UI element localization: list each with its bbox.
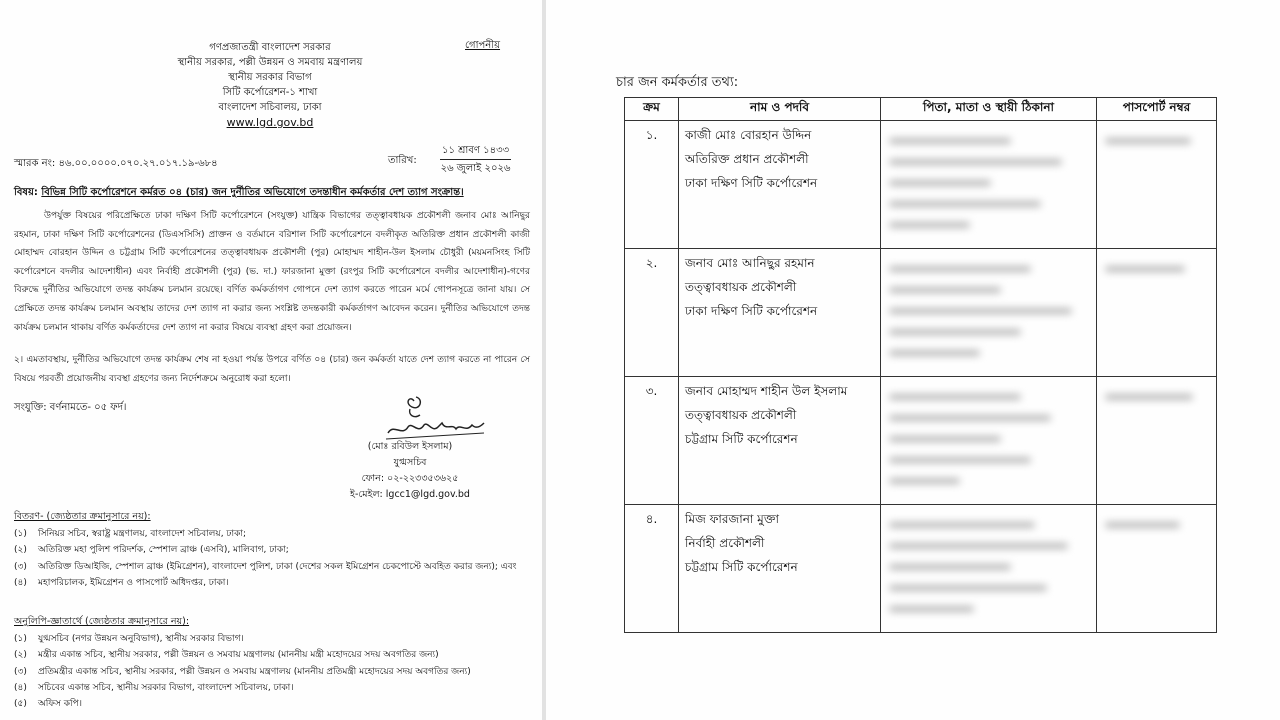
- annex-page: [546, 0, 1280, 720]
- list-item: (৪) মহাপরিচালক, ইমিগ্রেশন ও পাসপোর্ট অধিদপ্তর, ঢাকা।: [14, 577, 229, 588]
- officer-name: কাজী মোঃ বোরহান উদ্দিন: [685, 128, 812, 142]
- redacted-address-cell: [881, 249, 1097, 377]
- subject-label: বিষয়:: [14, 187, 38, 198]
- signature-image: [380, 393, 490, 445]
- redacted-passport-cell: [1097, 121, 1217, 249]
- distribution-heading: বিতরণ- (জ্যেষ্ঠতার ক্রমানুসারে নয়):: [14, 511, 151, 522]
- officer-designation: অতিরিক্ত প্রধান প্রকৌশলী: [685, 152, 809, 166]
- list-item: (১) সিনিয়র সচিব, স্বরাষ্ট্র মন্ত্রণালয়, বাংলাদেশ সচিবালয়, ঢাকা;: [14, 529, 247, 539]
- table-row: [625, 377, 1217, 505]
- column-header-serial: ক্রম: [625, 98, 679, 121]
- name-cell: [679, 121, 881, 249]
- redacted-passport-cell: [1097, 377, 1217, 505]
- serial-cell: ৪.: [625, 505, 679, 633]
- letter-page: [0, 0, 542, 720]
- header-line: বাংলাদেশ সচিবালয়, ঢাকা: [218, 102, 322, 113]
- officer-name: জনাব মোহাম্মদ শাহীন উল ইসলাম: [685, 384, 848, 398]
- signer-phone: ফোন: ০২-২২৩৩৫৩৬২৫: [361, 473, 459, 484]
- officer-organization: ঢাকা দক্ষিণ সিটি কর্পোরেশন: [685, 304, 818, 318]
- table-row: [625, 505, 1217, 633]
- table-row: [625, 249, 1217, 377]
- list-item: (১) যুগ্মসচিব (নগর উন্নয়ন অনুবিভাগ), স্থানীয় সরকার বিভাগ।: [14, 634, 244, 644]
- officer-designation: তত্ত্বাবধায়ক প্রকৌশলী: [685, 408, 797, 422]
- body-paragraph-1: উপর্যুক্ত বিষয়ের পরিপ্রেক্ষিতে ঢাকা দক্ষিণ সিটি কর্পোরেশনে (সংযুক্ত) যান্ত্রিক বিভাগের তত্ত্বাবধায়ক প্রকৌশলী জনাব মোঃ আনিছুর রহমান, ঢাকা দক্ষিণ সিটি কর্পোরেশনের (ডিএসসিসি) প্রাক্তন ও বর্তমানে বরিশাল সিটি কর্পোরেশনে বদলীকৃত অতিরিক্ত প্রধান প্রকৌশলী কাজী মোহাম্মদ বোরহান উদ্দিন ও চট্টগ্রাম সিটি কর্পোরেশনের তত্ত্বাবধায়ক প্রকৌশলী (পুর) মোহাম্মদ শাহীন-উল ইসলাম চৌধুরী (ময়মনসিংহ সিটি কর্পোরেশনে বদলীর আদেশাধীন) এবং নির্বাহী প্রকৌশলী (পুর) (ভ. দা.) ফারজানা মুক্তা (রংপুর সিটি কর্পোরেশনে বদলীর আদেশাধীন)-গণের বিরুদ্ধে দুর্নীতির অভিযোগে তদন্ত কার্যক্রম চলমান রয়েছে। বর্ণিত কর্মকর্তাগণ গোপনে দেশ ত্যাগ করতে পারেন মর্মে গোপনসূত্রে জানা যায়। সে প্রেক্ষিতে তদন্ত কার্যক্রম চলমান অবস্থায় তাদের দেশ ত্যাগ না করার জন্য সংশ্লিষ্ট তদন্তকারী কর্মকর্তাগণ আবেদন করেন। দুর্নীতির অভিযোগে তদন্ত কার্যক্রম চলমান থাকায় বর্ণিত কর্মকর্তাদের দেশ ত্যাগ না করার বিষয়ে ব্যবস্থা গ্রহণ করা প্রয়োজন।: [14, 211, 530, 333]
- date-english: ২৬ জুলাই ২০২৬: [440, 163, 511, 174]
- signer-email[interactable]: ই-মেইল: lgcc1@lgd.gov.bd: [350, 489, 470, 500]
- secret-label: গোপনীয়: [465, 40, 501, 51]
- distribution-list: [14, 526, 534, 591]
- subject-text: বিভিন্ন সিটি কর্পোরেশনে কর্মরত ০৪ (চার) জন দুর্নীতির অভিযোগে তদন্তাধীন কর্মকর্তার দেশ ত্যাগ সংক্রান্ত।: [41, 187, 464, 198]
- column-header-passport: পাসপোর্ট নম্বর: [1097, 98, 1217, 121]
- body-paragraph-2: ২। এমতাবস্থায়, দুর্নীতির অভিযোগে তদন্ত কার্যক্রম শেষ না হওয়া পর্যন্ত উপরে বর্ণিত ০৪ (চার) জন কর্মকর্তা যাতে দেশ ত্যাগ করতে না পারেন সে বিষয়ে পরবর্তী প্রয়োজনীয় ব্যবস্থা গ্রহণের জন্য নির্দেশক্রমে অনুরোধ করা হলো।: [14, 355, 530, 384]
- officer-designation: নির্বাহী প্রকৌশলী: [685, 536, 765, 550]
- list-item: (৩) প্রতিমন্ত্রীর একান্ত সচিব, স্থানীয় সরকার, পল্লী উন্নয়ন ও সমবায় মন্ত্রণালয় (মাননীয় প্রতিমন্ত্রী মহোদয়ের সদয় অবগতির জন্য): [14, 666, 471, 677]
- list-item: (৫) অফিস কপি।: [14, 699, 82, 710]
- officer-designation: তত্ত্বাবধায়ক প্রকৌশলী: [685, 280, 797, 294]
- officer-organization: চট্টগ্রাম সিটি কর্পোরেশন: [685, 560, 798, 574]
- table-header-row: [625, 98, 1217, 121]
- attachment-note: সংযুক্তি: বর্ণনামতে- ০৫ ফর্দ।: [14, 402, 127, 413]
- list-item: (৪) সচিবের একান্ত সচিব, স্থানীয় সরকার বিভাগ, বাংলাদেশ সচিবালয়, ঢাকা।: [14, 682, 294, 693]
- table-row: [625, 121, 1217, 249]
- redacted-address-cell: [881, 505, 1097, 633]
- memo-number: স্মারক নং: ৪৬.০০.০০০০.০৭০.২৭.০১৭.১৯-৬৮৪: [14, 158, 218, 169]
- column-header-name: নাম ও পদবি: [679, 98, 881, 121]
- redacted-address-cell: [881, 377, 1097, 505]
- header-line: স্থানীয় সরকার বিভাগ: [228, 72, 312, 83]
- letter-date: [440, 142, 511, 177]
- officer-organization: চট্টগ্রাম সিটি কর্পোরেশন: [685, 432, 798, 446]
- officer-organization: ঢাকা দক্ষিণ সিটি কর্পোরেশন: [685, 176, 818, 190]
- officer-name: মিজ ফারজানা মুক্তা: [685, 512, 779, 526]
- serial-cell: ৩.: [625, 377, 679, 505]
- signer-designation: যুগ্মসচিব: [393, 457, 427, 468]
- subject-line: [14, 185, 464, 202]
- header-line: সিটি কর্পোরেশন-১ শাখা: [222, 87, 318, 98]
- column-header-address: পিতা, মাতা ও স্থায়ী ঠিকানা: [881, 98, 1097, 121]
- signer-name: (মোঃ রবিউল ইসলাম): [367, 441, 453, 452]
- officers-table: [624, 97, 1217, 633]
- serial-cell: ১.: [625, 121, 679, 249]
- redacted-address-cell: [881, 121, 1097, 249]
- date-label: তারিখ:: [388, 155, 417, 166]
- list-item: (২) অতিরিক্ত মহা পুলিশ পরিদর্শক, স্পেশাল ব্রাঞ্চ (এসবি), মালিবাগ, ঢাকা;: [14, 545, 289, 556]
- redacted-passport-cell: [1097, 505, 1217, 633]
- name-cell: [679, 377, 881, 505]
- list-item: (২) মন্ত্রীর একান্ত সচিব, স্থানীয় সরকার, পল্লী উন্নয়ন ও সমবায় মন্ত্রণালয় (মাননীয় মন্ত্রী মহোদয়ের সদয় অবগতির জন্য): [14, 650, 439, 661]
- copies-heading: অনুলিপি-জ্ঞাতার্থে (জ্যেষ্ঠতার ক্রমানুসারে নয়):: [14, 616, 190, 627]
- name-cell: [679, 505, 881, 633]
- date-bangla: ১১ শ্রাবণ ১৪৩৩: [440, 142, 511, 160]
- copies-list: [14, 631, 534, 712]
- list-item: (৩) অতিরিক্ত ডিআইজি, স্পেশাল ব্রাঞ্চ (ইমিগ্রেশন), বাংলাদেশ পুলিশ, ঢাকা (দেশের সকল ইমিগ্রেশন চেকপোস্টে অবহিত করার জন্য); এবং: [14, 561, 517, 572]
- signer-block: [330, 439, 490, 503]
- officer-name: জনাব মোঃ আনিছুর রহমান: [685, 256, 815, 270]
- name-cell: [679, 249, 881, 377]
- serial-cell: ২.: [625, 249, 679, 377]
- redacted-passport-cell: [1097, 249, 1217, 377]
- website-link[interactable]: www.lgd.gov.bd: [226, 116, 314, 129]
- annex-title: চার জন কর্মকর্তার তথ্য:: [616, 75, 739, 90]
- header-line: গণপ্রজাতন্ত্রী বাংলাদেশ সরকার: [209, 42, 331, 53]
- letter-header: [120, 40, 420, 130]
- header-line: স্থানীয় সরকার, পল্লী উন্নয়ন ও সমবায় মন্ত্রণালয়: [177, 57, 363, 68]
